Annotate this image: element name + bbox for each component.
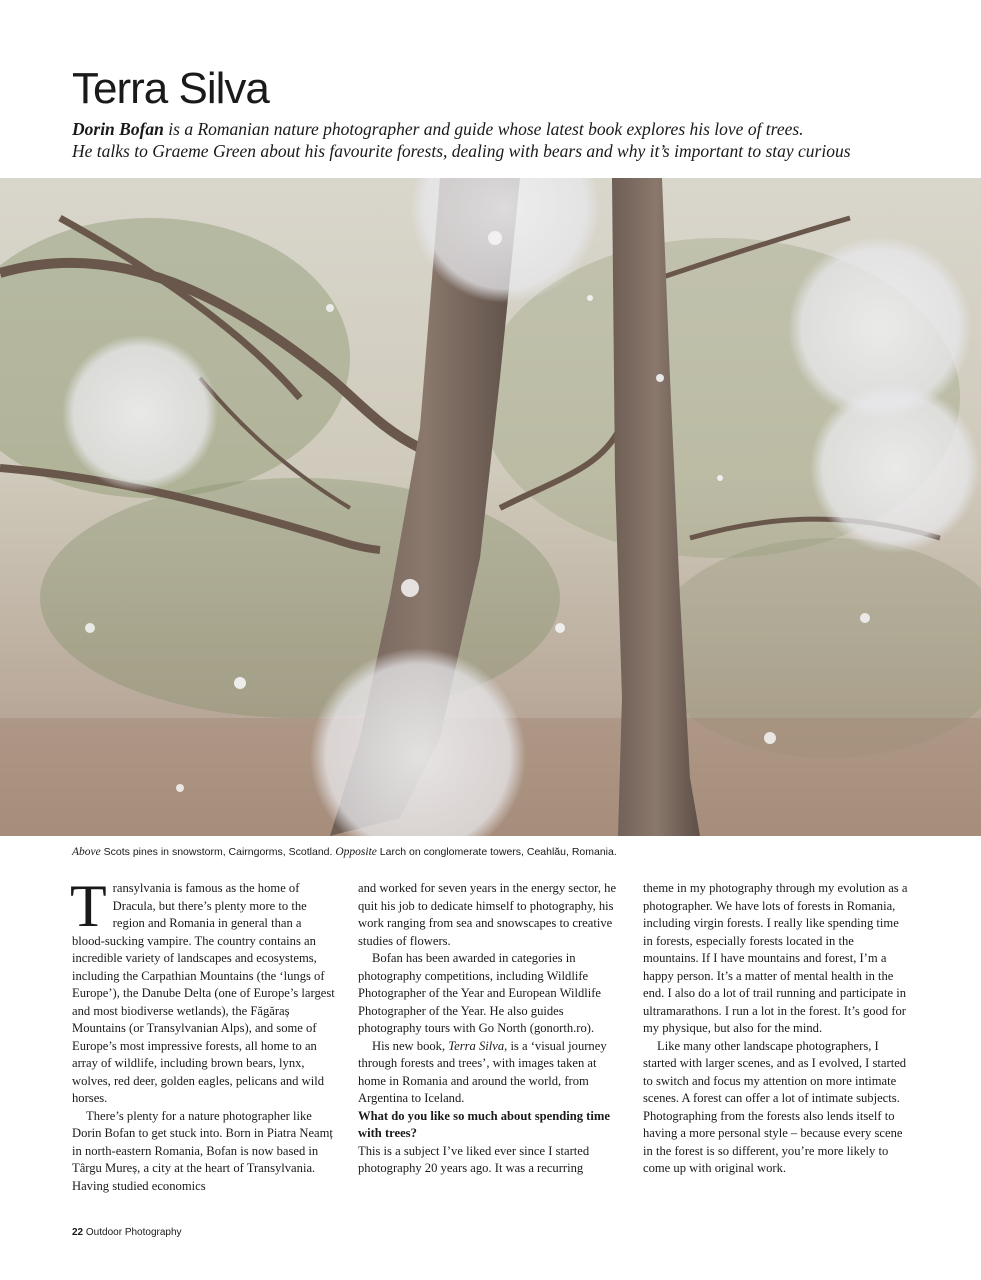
- body-paragraph: Bofan has been awarded in categories in photography competitions, including Wildlife Photographer of the Year and European Wildlife Photographer of the Year. He also guides photography tours with Go North (gonorth.ro).: [358, 951, 602, 1035]
- standfirst: [72, 118, 952, 162]
- drop-cap: T: [70, 873, 107, 939]
- body-column-2: [358, 880, 623, 1178]
- body-paragraph: [358, 1038, 623, 1108]
- body-paragraph: theme in my photography through my evolution as a photographer. We have lots of forests in Romania, including virgin forests. I really like spending time in forests, especially forests located in the mountains. If I have mountains and forest, I’m a happy person. It’s a matter of mental health in the end. I also do a lot of trail running and participate in ultramarathons. I run a lot in the forest. It’s good for my physique, but also for the mind.: [643, 881, 908, 1035]
- body-paragraph: There’s plenty for a nature photographer like Dorin Bofan to get stuck into. Born in Piatra Neamț in north-eastern Romania, Bofan is now based in Târgu Mureș, a city at the heart of Transylvania. Having studied economics: [72, 1108, 333, 1193]
- body-column-1: [70, 873, 337, 1195]
- caption-opposite-label: Opposite: [335, 846, 377, 858]
- caption-above-text: Scots pines in snowstorm, Cairngorms, Scotland.: [100, 846, 336, 858]
- standfirst-name: Dorin Bofan: [72, 119, 164, 139]
- body-paragraph: Like many other landscape photographers, I started with larger scenes, and as I evolved, I started to switch and focus my attention on more intimate scenes. A forest can offer a lot of intimate subjects. Photographing from the forests also lends itself to having a more personal style – because every scene in the forest is so different, you’re more likely to come up with original work.: [643, 1038, 907, 1175]
- magazine-name: Outdoor Photography: [83, 1227, 182, 1238]
- body-column-3: [643, 880, 908, 1178]
- article-title: Terra Silva: [72, 64, 269, 113]
- standfirst-line2: He talks to Graeme Green about his favourite forests, dealing with bears and why it’s important to stay curious: [72, 141, 851, 161]
- body-paragraph: This is a subject I’ve liked ever since I started photography 20 years ago. It was a recurring: [358, 1143, 590, 1175]
- book-title: Terra Silva: [448, 1038, 505, 1053]
- interview-question: What do you like so much about spending time with trees?: [358, 1108, 610, 1140]
- photo-caption: [72, 846, 617, 858]
- body-paragraph: and worked for seven years in the energy sector, he quit his job to dedicate himself to photography, his work ranging from sea and snowscapes to creative studies of flowers.: [358, 881, 617, 948]
- book-intro: His new book,: [372, 1038, 449, 1053]
- caption-above-label: Above: [72, 846, 101, 858]
- page-folio: [72, 1227, 182, 1238]
- page-number: 22: [72, 1227, 84, 1238]
- caption-opposite-text: Larch on conglomerate towers, Ceahlău, Romania.: [376, 846, 617, 858]
- standfirst-line1: is a Romanian nature photographer and guide whose latest book explores his love of trees.: [163, 119, 804, 139]
- forest-photo: [0, 178, 981, 836]
- body-paragraph: ransylvania is famous as the home of Dracula, but there’s plenty more to the region and Romania in general than a blood-sucking vampire. The country contains an incredible variety of landscapes and ecosystems, including the Carpathian Mountains (the ‘lungs of Europe’), the Danube Delta (one of Europe’s largest and most biodiverse wetlands), the Făgăraș Mountains (or Transylvanian Alps), and some of Europe’s most impressive forests, all home to an array of wildlife, including brown bears, lynx, wolves, red deer, golden eagles, pelicans and wild horses.: [72, 881, 335, 1105]
- book-description: , is a ‘visual journey through forests and trees’, with images taken at home in Romania and around the world, from Argentina to Iceland.: [358, 1038, 607, 1105]
